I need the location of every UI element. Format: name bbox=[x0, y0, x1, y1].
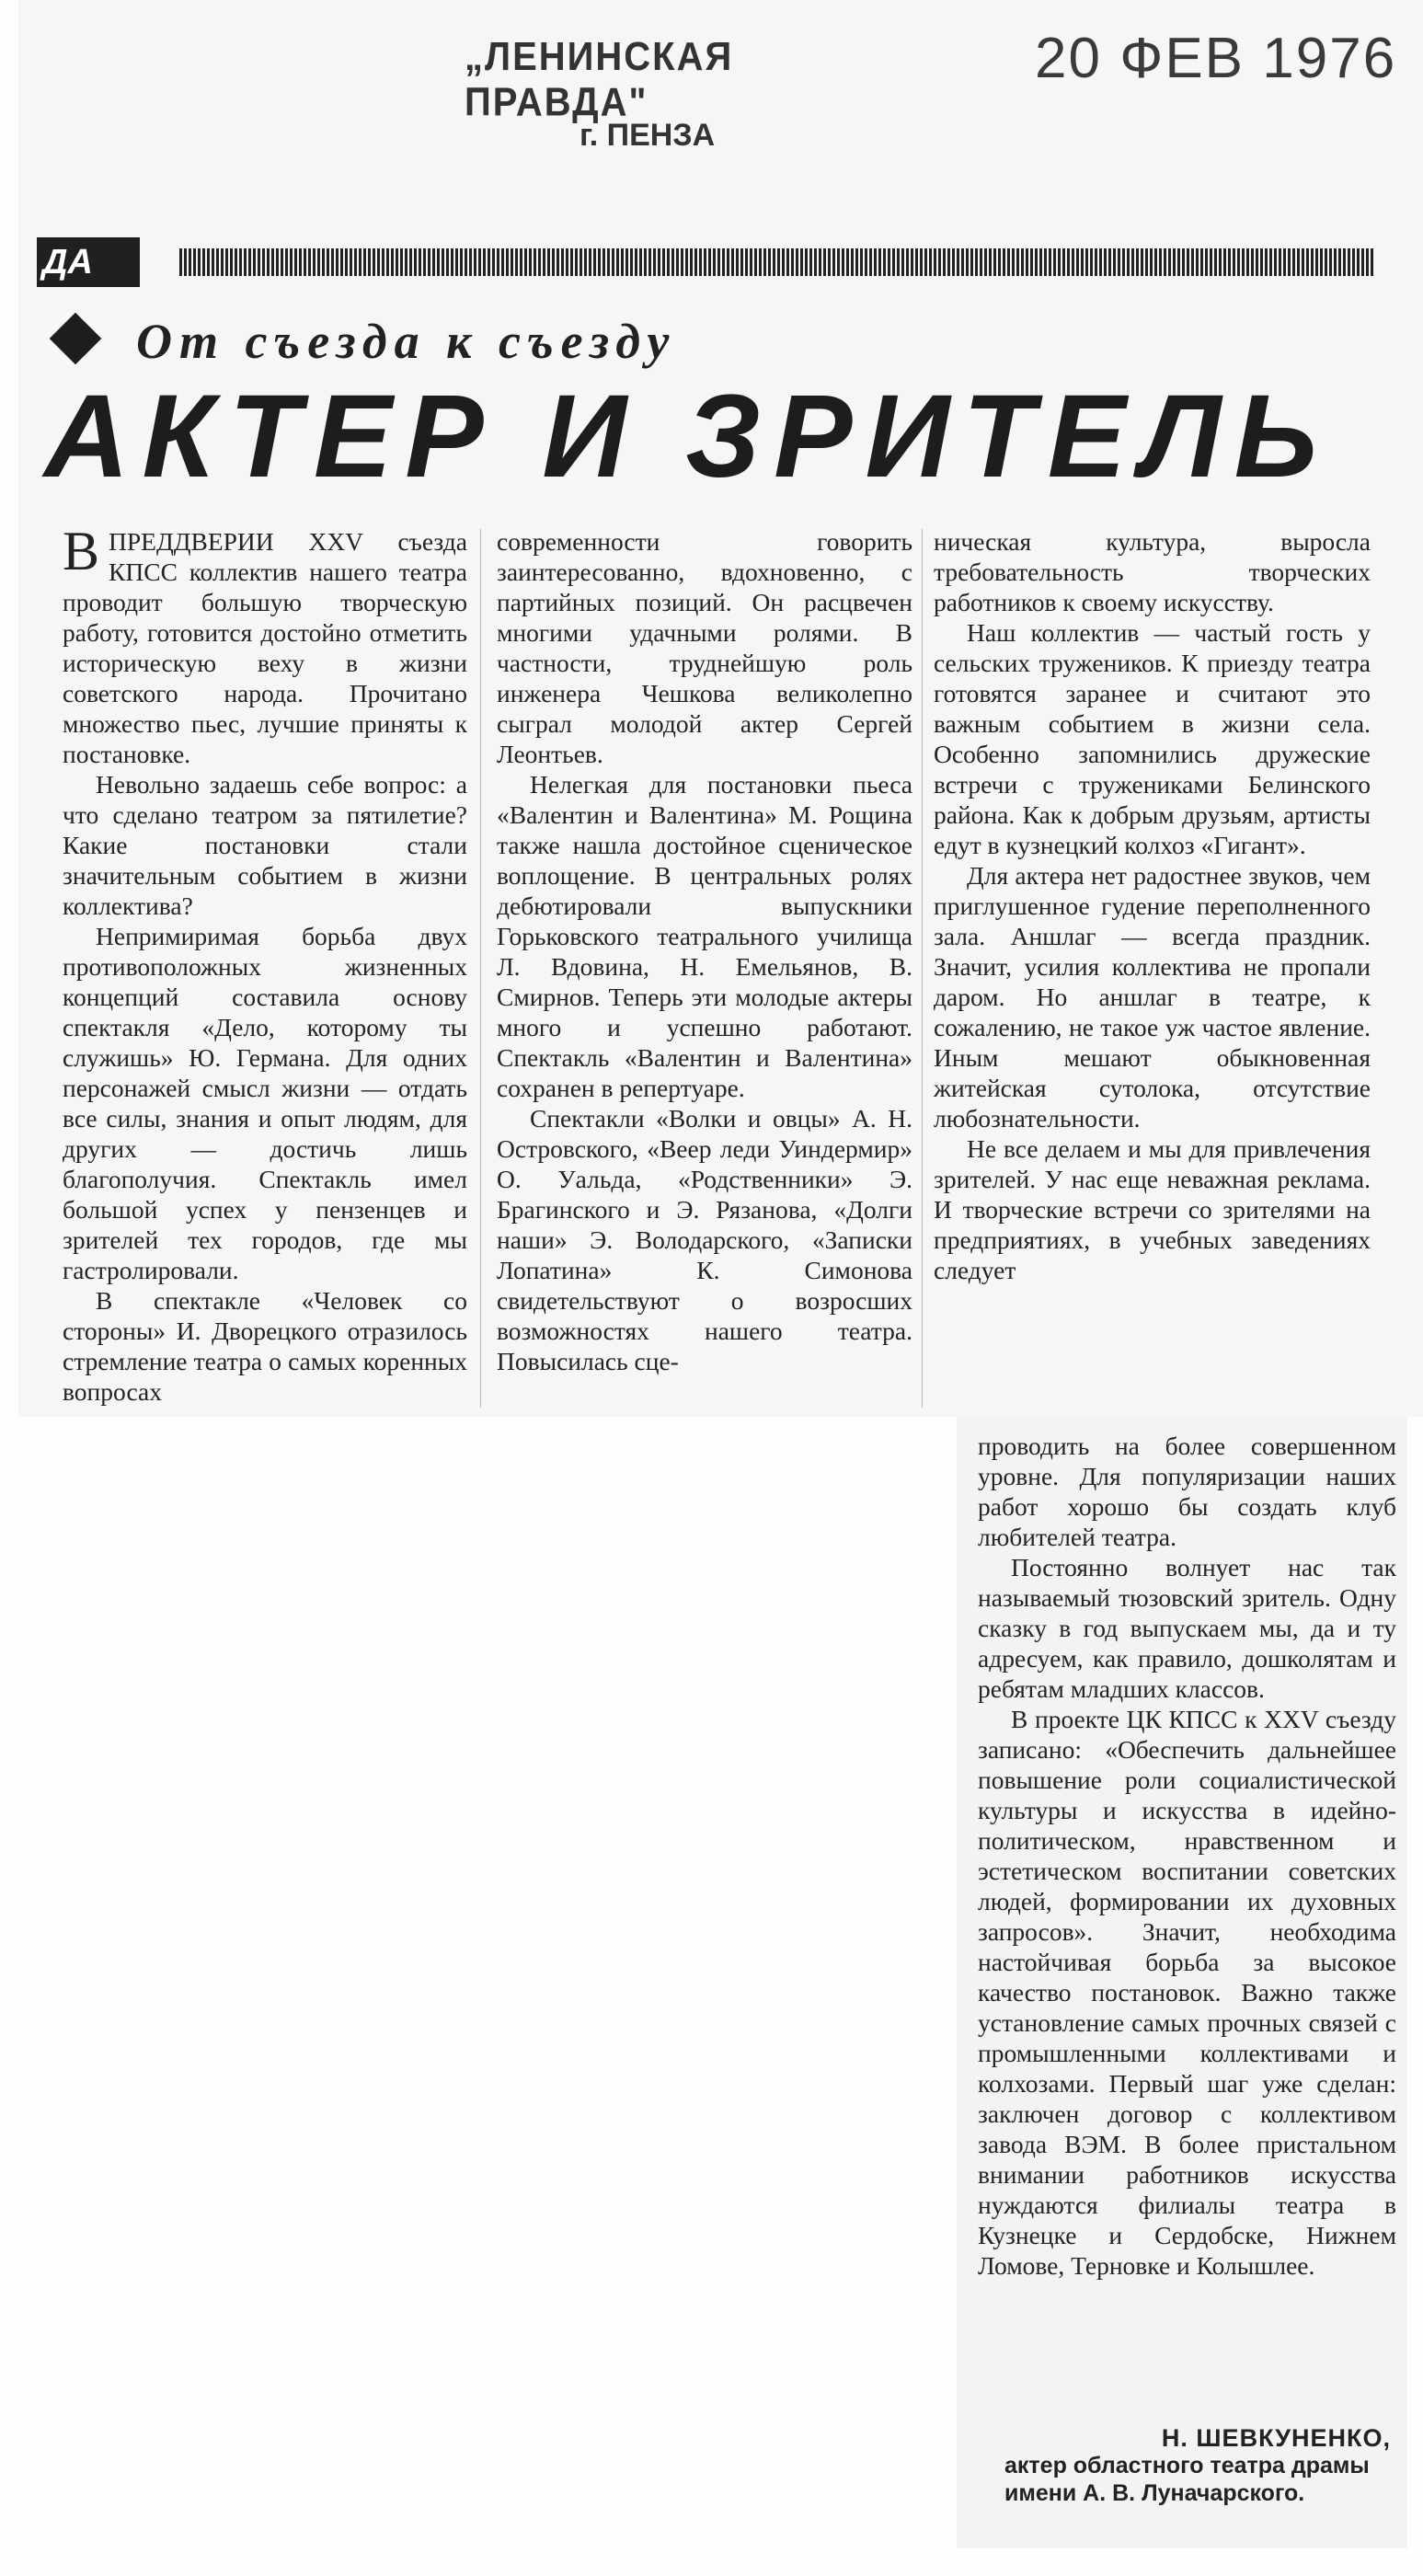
article-column-3 bbox=[934, 526, 1371, 1285]
newspaper-stamp: „ЛЕНИНСКАЯ ПРАВДА" bbox=[465, 34, 734, 125]
article-column-1 bbox=[63, 521, 467, 1407]
rubric-label: ДА bbox=[37, 237, 140, 287]
paragraph: ническая культура, выросла требовательность творческих работников к своему искусству. bbox=[934, 527, 1371, 616]
paragraph: В спектакле «Человек со стороны» И. Дворецкого отразилось стремление театра о самых коренных вопросах bbox=[63, 1286, 467, 1406]
article-column-2 bbox=[497, 526, 912, 1376]
paragraph: современности говорить заинтересованно, вдохновенно, с партийных позиций. Он расцвечен многими удачными ролями. В частности, труднейшую роль инженера Чешкова великолепно сыграл молодой актер Сергей Леонтьев. bbox=[497, 527, 912, 768]
paragraph: Спектакли «Волки и овцы» А. Н. Островского, «Веер леди Уиндермир» О. Уальда, «Родственники» Э. Брагинского и Э. Рязанова, «Долги наши» Э. Володарского, «Записки Лопатина» К. Симонова свидетельствуют о возросших возможностях нашего театра. Повысилась сце- bbox=[497, 1104, 912, 1375]
decorative-rule bbox=[179, 248, 1375, 276]
paragraph: Постоянно волнует нас так называемый тюзовский зритель. Одну сказку в год выпускаем мы, да и ту адресуем, как правило, дошколятам и ребятам младших классов. bbox=[978, 1553, 1396, 1703]
paragraph: Непримиримая борьба двух противоположных жизненных концепций составила основу спектакля «Дело, которому ты служишь» Ю. Германа. Для одних персонажей смысл жизни — отдать все силы, знания и опыт людям, для других — достичь лишь благополучия. Спектакль имел большой успех у пензенцев и зрителей тех городов, где мы гастролировали. bbox=[63, 922, 467, 1284]
date-stamp: 20 ФЕВ 1976 bbox=[1035, 27, 1397, 90]
paragraph: проводить на более совершенном уровне. Для популяризации наших работ хорошо бы создать клуб любителей театра. bbox=[978, 1432, 1396, 1551]
paragraph: Невольно задаешь себе вопрос: а что сделано театром за пятилетие? Какие постановки стали значительным событием в жизни коллектива? bbox=[63, 770, 467, 920]
paragraph: Нелегкая для постановки пьеса «Валентин и Валентина» М. Рощина также нашла достойное сценическое воплощение. В центральных ролях дебютировали выпускники Горьковского театрального училища Л. Вдовина, Н. Емельянов, В. Смирнов. Теперь эти молодые актеры много и успешно работают. Спектакль «Валентин и Валентина» сохранен в репертуаре. bbox=[497, 770, 912, 1102]
paragraph-text: ПРЕДДВЕРИИ XXV съезда КПСС коллектив нашего театра проводит большую творческую работу, готовится достойно отметить историческую веху в жизни советского народа. Прочитано множество пьес, лучшие приняты к постановке. bbox=[63, 527, 467, 768]
headline: АКТЕР И ЗРИТЕЛЬ bbox=[44, 371, 1331, 502]
kicker-title: От съезда к съезду bbox=[136, 314, 677, 369]
drop-cap: В bbox=[63, 521, 100, 581]
column-separator bbox=[480, 529, 481, 1408]
article-column-4 bbox=[978, 1431, 1396, 2281]
author-title: актер областного театра драмы имени А. В. Луначарского. bbox=[1004, 2453, 1370, 2506]
city-stamp: г. ПЕНЗА bbox=[580, 118, 716, 153]
paragraph: Для актера нет радостнее звуков, чем приглушенное гудение переполненного зала. Аншлаг — всегда праздник. Значит, усилия коллектива не пропали даром. Но аншлаг в театре, к сожалению, не такое уж частое явление. Иным мешают обыкновенная житейская сутолока, отсутствие любознательности. bbox=[934, 861, 1371, 1133]
paragraph bbox=[63, 521, 467, 769]
paragraph: Наш коллектив — частый гость у сельских тружеников. К приезду театра готовятся заранее и считают это важным событием в жизни села. Особенно запомнились дружеские встречи с тружениками Белинского района. Как к добрым друзьям, артисты едут в кузнецкий колхоз «Гигант». bbox=[934, 618, 1371, 859]
paragraph: В проекте ЦК КПСС к XXV съезду записано: «Обеспечить дальнейшее повышение роли социалистической культуры и искусства в идейно-политическом, нравственном и эстетическом воспитании советских людей, формировании их духовных запросов». Значит, необходима настойчивая борьба за высокое качество постановок. Важно также установление самых прочных связей с промышленными коллективами и колхозами. Первый шаг уже сделан: заключен договор с коллективом завода ВЭМ. В более пристальном внимании работников искусства нуждаются филиалы театра в Кузнецке и Сердобске, Нижнем Ломове, Терновке и Колышлее. bbox=[978, 1705, 1396, 2280]
column-separator bbox=[922, 529, 923, 1408]
author-name: Н. ШЕВКУНЕНКО, bbox=[1161, 2424, 1391, 2452]
paragraph: Не все делаем и мы для привлечения зрителей. У нас еще неважная реклама. И творческие встречи со зрителями на предприятиях, в учебных заведениях следует bbox=[934, 1134, 1371, 1284]
author-signature bbox=[1004, 2424, 1391, 2507]
